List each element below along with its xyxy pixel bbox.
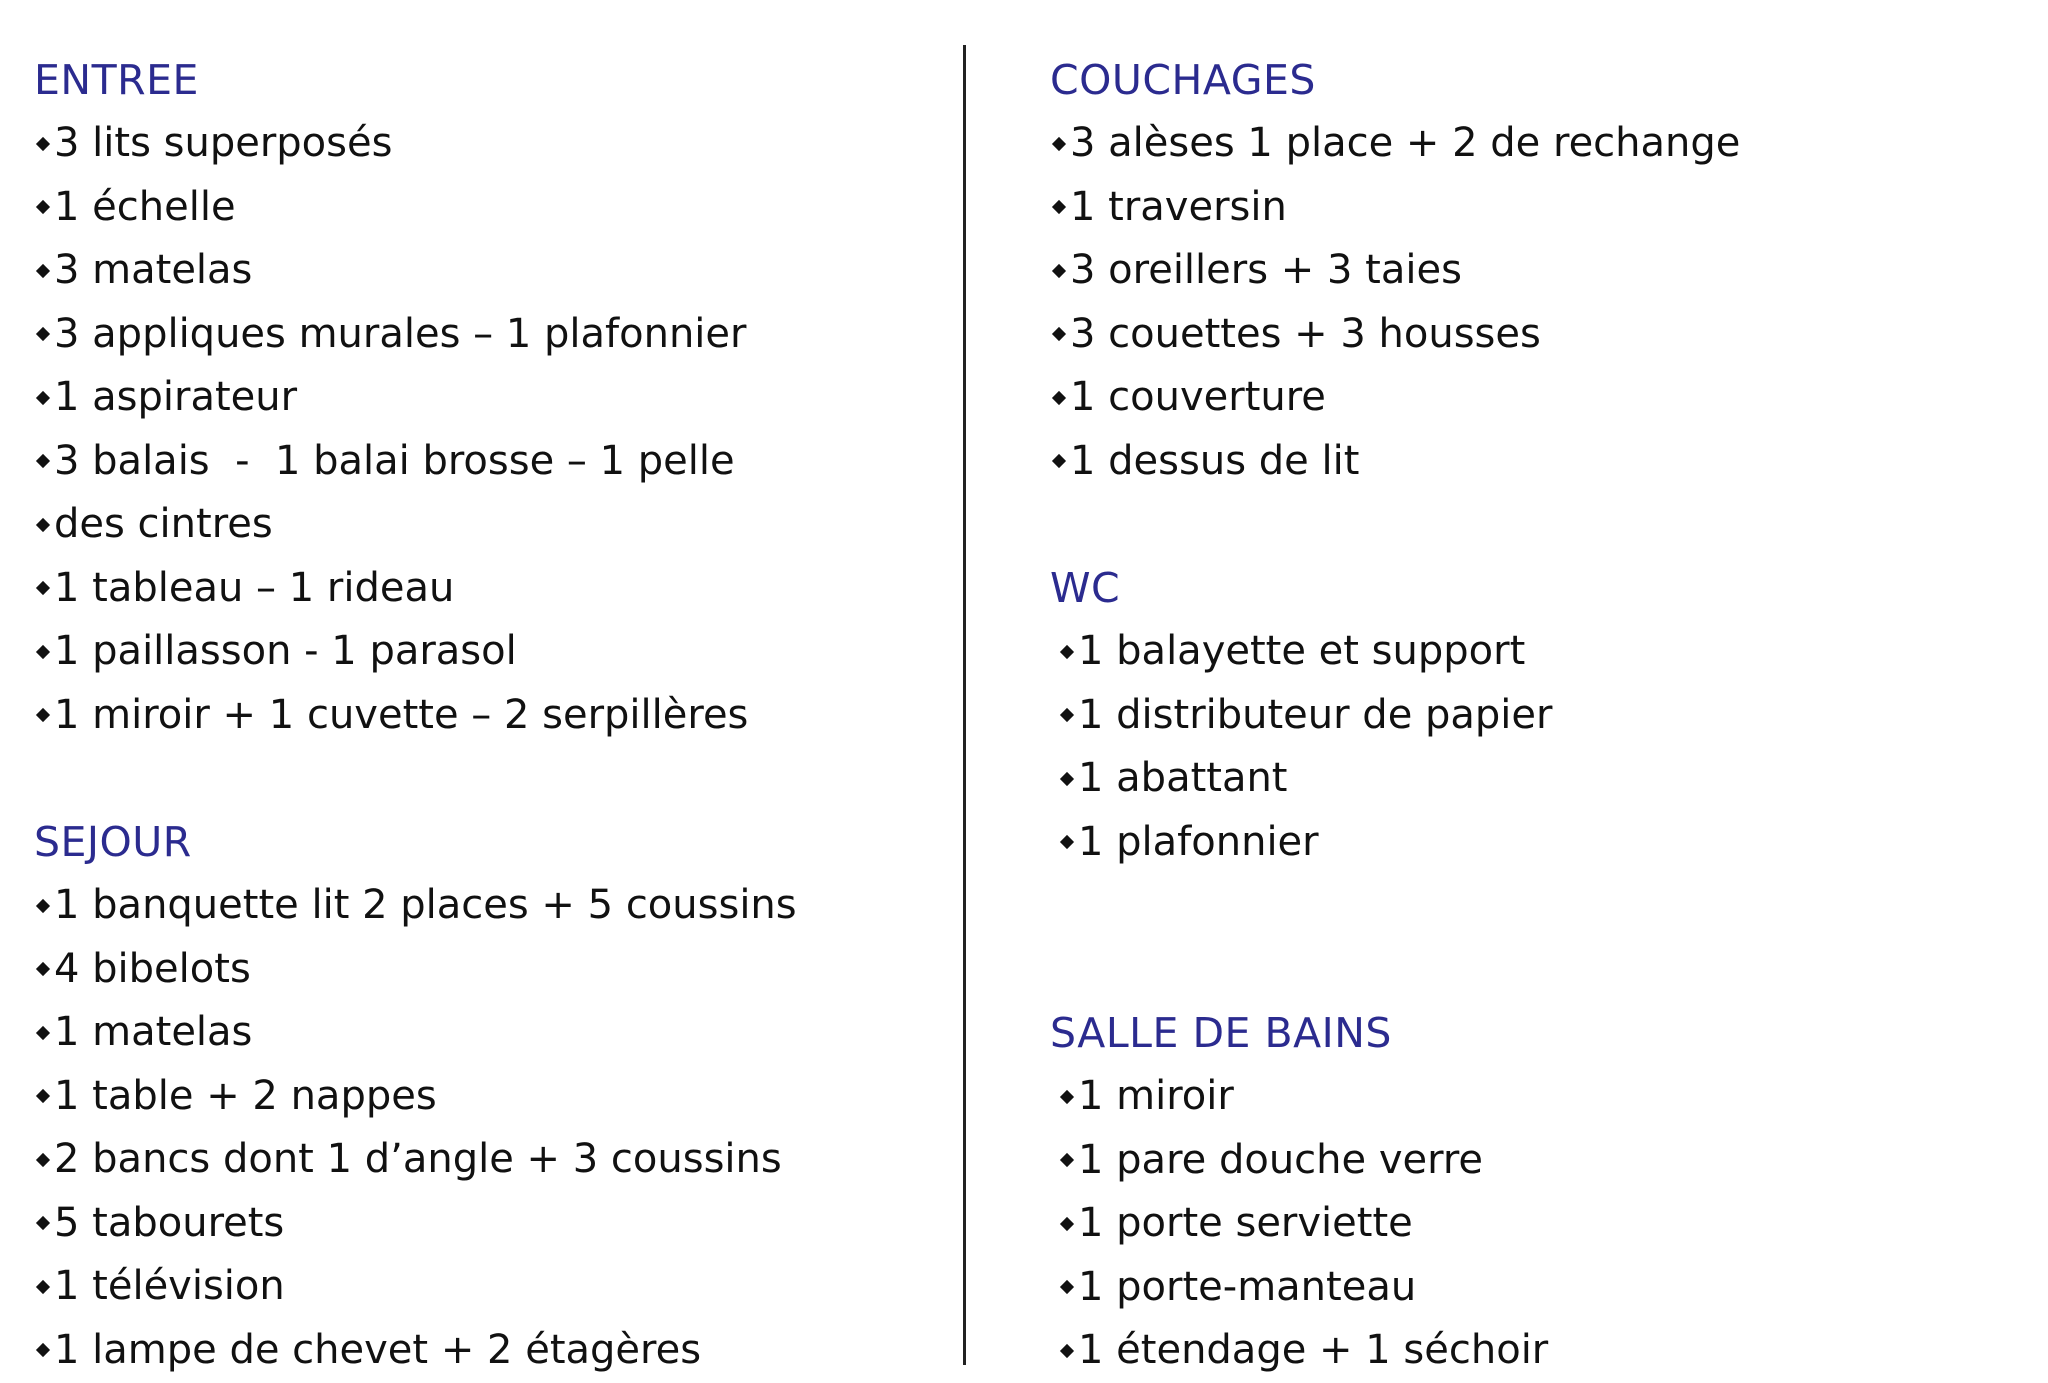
list-item (34, 112, 934, 176)
bullet-icon (1060, 1217, 1074, 1231)
bullet-icon (1060, 772, 1074, 786)
item-text: 1 traversin (1070, 183, 1287, 230)
item-text: 3 oreillers + 3 taies (1070, 247, 1462, 293)
list-item (1050, 176, 2000, 240)
list-item (34, 366, 934, 430)
left-column (34, 48, 934, 1382)
right-column (1050, 48, 2000, 1383)
list-item (34, 1128, 934, 1192)
item-text: 5 tabourets (54, 1199, 285, 1246)
item-text: 1 porte serviette (1078, 1200, 1413, 1246)
item-text: 1 télévision (54, 1263, 285, 1309)
bullet-icon (1060, 1090, 1074, 1104)
bullet-icon (1060, 1153, 1074, 1167)
item-text: 1 tableau – 1 rideau (54, 564, 455, 611)
bullet-icon (1052, 137, 1066, 151)
item-text: 1 abattant (1078, 755, 1288, 801)
list-item (34, 1001, 934, 1065)
list-item (1050, 811, 2000, 875)
list-item (1050, 684, 2000, 748)
bullet-icon (1052, 200, 1066, 214)
list-item (34, 874, 934, 938)
item-list-salle-de-bains (1050, 1065, 2000, 1383)
item-text: 1 paillasson - 1 parasol (54, 628, 517, 674)
section-heading-sejour: SEJOUR (34, 818, 192, 866)
section-wc (1050, 556, 2000, 874)
list-item (34, 557, 934, 621)
bullet-icon (36, 708, 50, 722)
list-item (1050, 239, 2000, 303)
section-heading-entree: ENTREE (34, 56, 199, 104)
item-text: 1 matelas (54, 1009, 253, 1055)
list-item (1050, 747, 2000, 811)
list-item (1050, 620, 2000, 684)
list-item (1050, 1192, 2000, 1256)
list-item (34, 684, 934, 748)
item-text: 1 couverture (1070, 374, 1326, 420)
bullet-icon (36, 518, 50, 532)
bullet-icon (1052, 454, 1066, 468)
bullet-icon (36, 327, 50, 341)
section-spacer (34, 747, 934, 810)
list-item (34, 176, 934, 240)
column-divider (963, 45, 966, 1365)
item-text: 3 alèses 1 place + 2 de rechange (1070, 120, 1741, 166)
section-spacer (1050, 874, 2000, 1001)
section-heading-salle-de-bains: SALLE DE BAINS (1050, 1009, 1392, 1057)
bullet-icon (1060, 1280, 1074, 1294)
list-item (34, 493, 934, 557)
section-sejour (34, 810, 934, 1382)
item-text: 3 matelas (54, 247, 253, 293)
list-item (34, 239, 934, 303)
bullet-icon (1060, 708, 1074, 722)
bullet-icon (36, 645, 50, 659)
bullet-icon (1060, 645, 1074, 659)
item-text: 1 miroir + 1 cuvette – 2 serpillères (54, 691, 749, 738)
item-text: 1 étendage + 1 séchoir (1078, 1327, 1549, 1373)
item-text: 1 plafonnier (1078, 818, 1319, 865)
list-item (34, 430, 934, 494)
section-heading-wc: WC (1050, 564, 1121, 612)
list-item (1050, 1129, 2000, 1193)
item-text: 1 balayette et support (1078, 628, 1526, 674)
bullet-icon (1052, 391, 1066, 405)
bullet-icon (36, 454, 50, 468)
bullet-icon (1052, 327, 1066, 341)
item-text: des cintres (54, 501, 273, 547)
list-item (1050, 1256, 2000, 1320)
bullet-icon (1060, 1344, 1074, 1358)
item-list-entree (34, 112, 934, 747)
item-list-sejour (34, 874, 934, 1382)
section-salle-de-bains (1050, 1001, 2000, 1383)
list-item (34, 1255, 934, 1319)
bullet-icon (36, 1343, 50, 1357)
bullet-icon (1060, 835, 1074, 849)
bullet-icon (36, 1216, 50, 1230)
bullet-icon (36, 200, 50, 214)
item-text: 1 porte-manteau (1078, 1263, 1417, 1310)
item-text: 1 distributeur de papier (1078, 691, 1553, 738)
item-text: 1 banquette lit 2 places + 5 coussins (54, 882, 797, 928)
item-text: 4 bibelots (54, 945, 251, 992)
item-text: 1 aspirateur (54, 374, 298, 420)
bullet-icon (36, 391, 50, 405)
bullet-icon (36, 581, 50, 595)
item-text: 3 lits superposés (54, 120, 393, 166)
bullet-icon (36, 1280, 50, 1294)
item-text: 1 lampe de chevet + 2 étagères (54, 1326, 702, 1373)
list-item (1050, 366, 2000, 430)
section-spacer (1050, 493, 2000, 556)
section-couchages (1050, 48, 2000, 493)
list-item (1050, 1065, 2000, 1129)
section-entree (34, 48, 934, 747)
item-text: 1 échelle (54, 183, 236, 230)
list-item (1050, 1319, 2000, 1383)
item-text: 2 bancs dont 1 d’angle + 3 coussins (54, 1136, 782, 1182)
bullet-icon (36, 1153, 50, 1167)
list-item (34, 1065, 934, 1129)
item-text: 1 miroir (1078, 1073, 1234, 1119)
bullet-icon (36, 137, 50, 151)
bullet-icon (36, 962, 50, 976)
item-text: 3 balais - 1 balai brosse – 1 pelle (54, 437, 735, 484)
section-heading-couchages: COUCHAGES (1050, 56, 1316, 104)
list-item (34, 1192, 934, 1256)
item-text: 3 couettes + 3 housses (1070, 310, 1541, 357)
item-text: 1 table + 2 nappes (54, 1072, 437, 1119)
item-text: 1 pare douche verre (1078, 1136, 1484, 1183)
list-item (1050, 430, 2000, 494)
item-list-couchages (1050, 112, 2000, 493)
item-text: 3 appliques murales – 1 plafonnier (54, 310, 747, 357)
list-item (1050, 303, 2000, 367)
item-text: 1 dessus de lit (1070, 437, 1360, 484)
list-item (34, 620, 934, 684)
bullet-icon (36, 899, 50, 913)
bullet-icon (1052, 264, 1066, 278)
item-list-wc (1050, 620, 2000, 874)
bullet-icon (36, 264, 50, 278)
list-item (34, 1319, 934, 1383)
list-item (1050, 112, 2000, 176)
bullet-icon (36, 1026, 50, 1040)
list-item (34, 303, 934, 367)
bullet-icon (36, 1089, 50, 1103)
list-item (34, 938, 934, 1002)
